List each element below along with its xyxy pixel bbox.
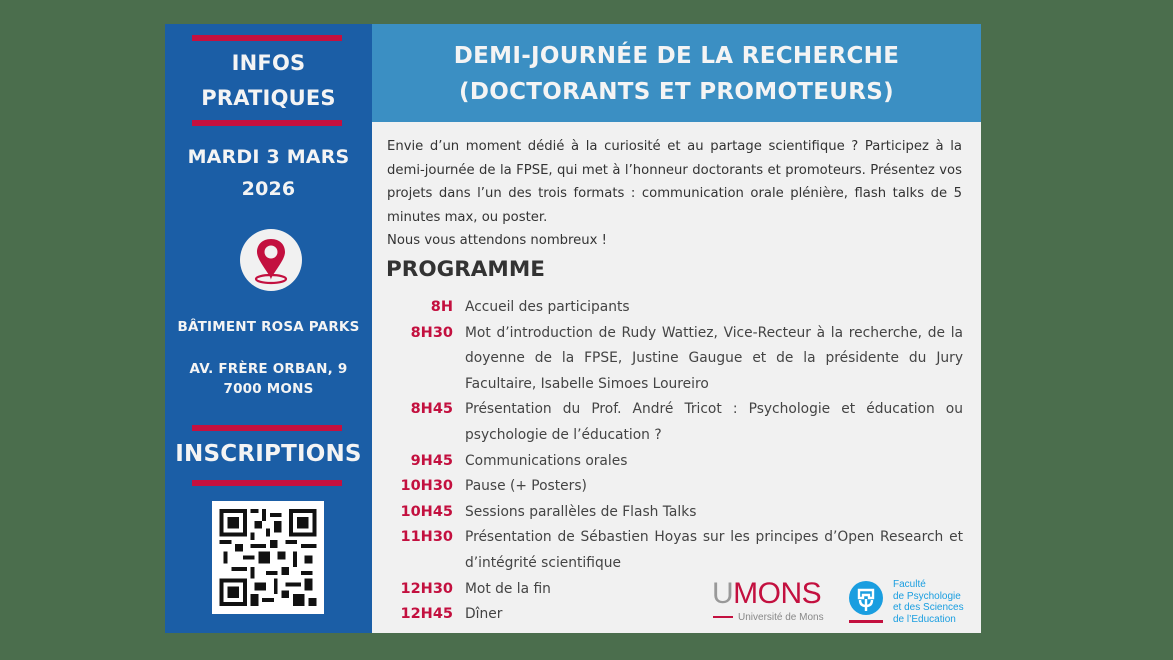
info-sidebar	[165, 24, 372, 633]
umons-u: U	[712, 577, 734, 610]
programme-desc: Mot d’introduction de Rudy Wattiez, Vice-Recteur à la recherche, de la doyenne de la FPSE, Justine Gaugue et de la présidente du Jury Facultaire, Isabelle Simoes Loureiro	[465, 324, 963, 392]
fpse-line2: de Psychologie	[893, 590, 961, 602]
qr-code-icon[interactable]	[212, 501, 324, 614]
intro-paragraph: Envie d’un moment dédié à la curiosité et au partage scientifique ? Participez à la demi-journée de la FPSE, qui met à l’honneur doctorants et promoteurs. Présentez vos projets dans l’un des trois formats : communication orale plénière, flash talks de 5 minutes max, ou poster.	[387, 139, 962, 225]
umons-logo	[712, 577, 824, 623]
infos-line1: INFOS	[231, 51, 306, 75]
programme-item	[383, 474, 963, 500]
programme-desc: Communications orales	[465, 452, 628, 469]
address-street: AV. FRÈRE ORBAN, 9	[189, 361, 348, 377]
inscriptions-heading: INSCRIPTIONS	[175, 441, 362, 467]
address	[165, 359, 372, 399]
programme-time: 12H45	[400, 606, 453, 623]
programme-desc: Dîner	[465, 606, 503, 623]
infos-heading	[165, 46, 372, 116]
divider	[192, 425, 342, 431]
programme-time: 8H30	[410, 324, 453, 341]
fpse-line4: de l’Education	[893, 613, 956, 625]
divider	[192, 120, 342, 126]
event-flyer	[165, 24, 981, 633]
intro-closing: Nous vous attendons nombreux !	[387, 233, 607, 248]
programme-desc: Présentation du Prof. André Tricot : Psychologie et éducation ou psychologie de l’éducation ?	[465, 401, 963, 443]
umons-name: MONS	[733, 577, 822, 610]
intro-text	[387, 135, 962, 253]
programme-time: 11H30	[400, 529, 453, 546]
date-line2: 2026	[241, 178, 296, 200]
programme-time: 10H45	[400, 503, 453, 520]
programme-desc: Sessions parallèles de Flash Talks	[465, 503, 697, 520]
event-date	[165, 141, 372, 205]
building-name: BÂTIMENT ROSA PARKS	[177, 319, 360, 335]
programme-time: 12H30	[400, 580, 453, 597]
infos-line2: PRATIQUES	[201, 86, 336, 110]
programme-desc: Mot de la fin	[465, 580, 551, 597]
programme-item	[383, 525, 963, 576]
programme-item	[383, 321, 963, 398]
event-title-banner	[372, 24, 981, 122]
programme-desc: Pause (+ Posters)	[465, 478, 587, 495]
fpse-logo-icon	[849, 581, 883, 615]
fpse-line3: et des Sciences	[893, 602, 964, 613]
programme-desc: Accueil des participants	[465, 299, 630, 315]
programme-list	[383, 295, 963, 628]
fpse-logo-text	[893, 579, 964, 625]
programme-item	[383, 500, 963, 526]
divider	[192, 480, 342, 486]
programme-item	[383, 397, 963, 448]
title-line2: (DOCTORANTS ET PROMOTEURS)	[459, 79, 894, 105]
umons-subtitle: Université de Mons	[738, 612, 824, 623]
programme-item	[383, 295, 963, 321]
programme-desc: Présentation de Sébastien Hoyas sur les principes d’Open Research et d’intégrité scientifique	[465, 529, 963, 571]
fpse-line1: Faculté	[893, 579, 926, 590]
programme-time: 9H45	[410, 452, 453, 469]
programme-time: 10H30	[400, 478, 453, 495]
programme-item	[383, 449, 963, 475]
umons-underline	[713, 616, 733, 618]
programme-time: 8H	[430, 299, 453, 315]
programme-time: 8H45	[410, 401, 453, 418]
divider	[192, 35, 342, 41]
address-city: 7000 MONS	[223, 381, 314, 397]
title-line1: DEMI-JOURNÉE DE LA RECHERCHE	[453, 43, 900, 69]
map-pin-icon	[240, 229, 302, 291]
date-line1: MARDI 3 MARS	[187, 146, 350, 168]
fpse-underline	[849, 620, 883, 623]
programme-heading: PROGRAMME	[386, 257, 545, 282]
